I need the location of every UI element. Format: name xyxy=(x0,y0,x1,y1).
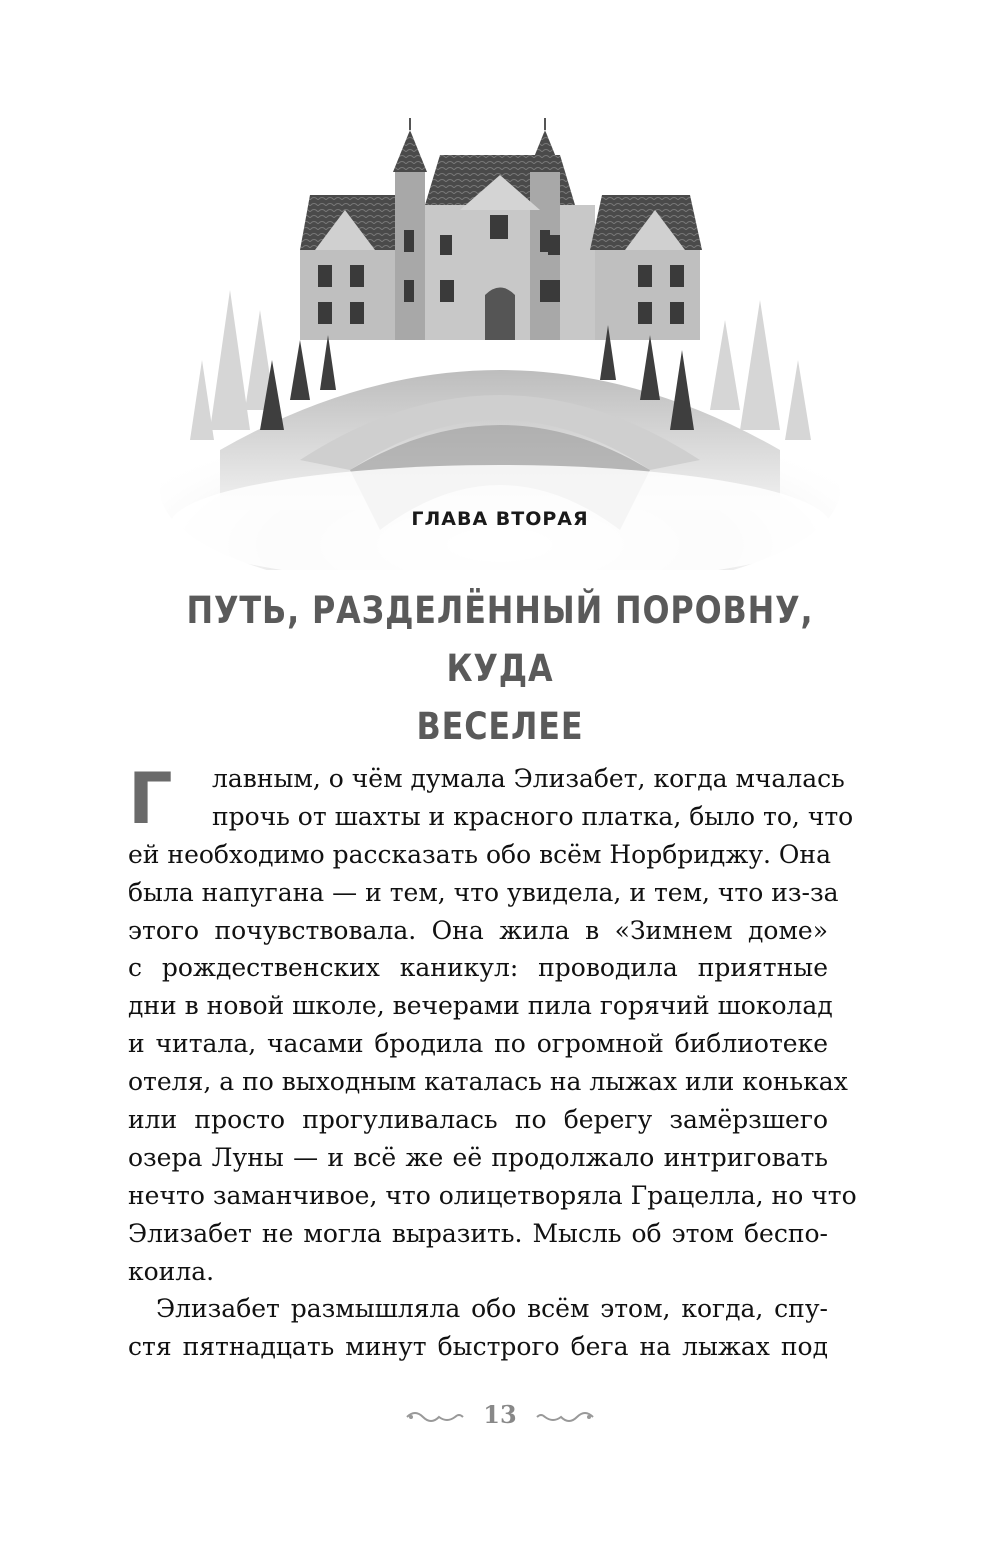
chapter-title xyxy=(139,582,861,756)
ornament-right-icon xyxy=(535,1409,595,1425)
text-line: этого почувствовала. Она жила в «Зимнем доме» xyxy=(128,915,828,945)
page-number: 13 xyxy=(483,1400,517,1429)
text-line: нечто заманчивое, что олицетворяла Грацелла, но что xyxy=(128,1180,857,1210)
text-line: или просто прогуливалась по берегу замёрзшего xyxy=(128,1105,828,1135)
text-line: лавным, о чём думала Элизабет, когда мчалась xyxy=(212,764,845,793)
chapter-title-line-2: ВЕСЕЛЕЕ xyxy=(416,705,584,748)
ornament-left-icon xyxy=(405,1409,465,1425)
drop-cap: Г xyxy=(128,758,173,840)
text-line: стя пятнадцать минут быстрого бега на лыжах под xyxy=(128,1332,828,1362)
text-line: отеля, а по выходным каталась на лыжах или коньках xyxy=(128,1067,848,1097)
text-line: прочь от шахты и красного платка, было то, что xyxy=(212,801,854,831)
text-line: дни в новой школе, вечерами пила горячий шоколад xyxy=(128,991,833,1021)
chapter-title-line-1: ПУТЬ, РАЗДЕЛЁННЫЙ ПОРОВНУ, КУДА xyxy=(186,589,814,690)
text-line: Элизабет не могла выразить. Мысль об этом беспо- xyxy=(128,1218,828,1248)
text-line: Элизабет размышляла обо всём этом, когда, спу- xyxy=(156,1294,828,1324)
text-line: и читала, часами бродила по огромной библиотеке xyxy=(128,1029,828,1059)
text-line: была напугана — и тем, что увидела, и тем, что из-за xyxy=(128,877,839,907)
hotel-illustration xyxy=(150,110,850,570)
text-line: озера Луны — и всё же её продолжало интриговать xyxy=(128,1142,828,1172)
text-line: ей необходимо рассказать обо всём Норбриджу. Она xyxy=(128,839,831,869)
text-line: с рождественских каникул: проводила приятные xyxy=(128,953,828,983)
text-line: коила. xyxy=(128,1256,215,1286)
chapter-label: ГЛАВА ВТОРАЯ xyxy=(411,508,589,530)
body-text xyxy=(128,758,857,1366)
page-footer xyxy=(0,1400,1000,1429)
